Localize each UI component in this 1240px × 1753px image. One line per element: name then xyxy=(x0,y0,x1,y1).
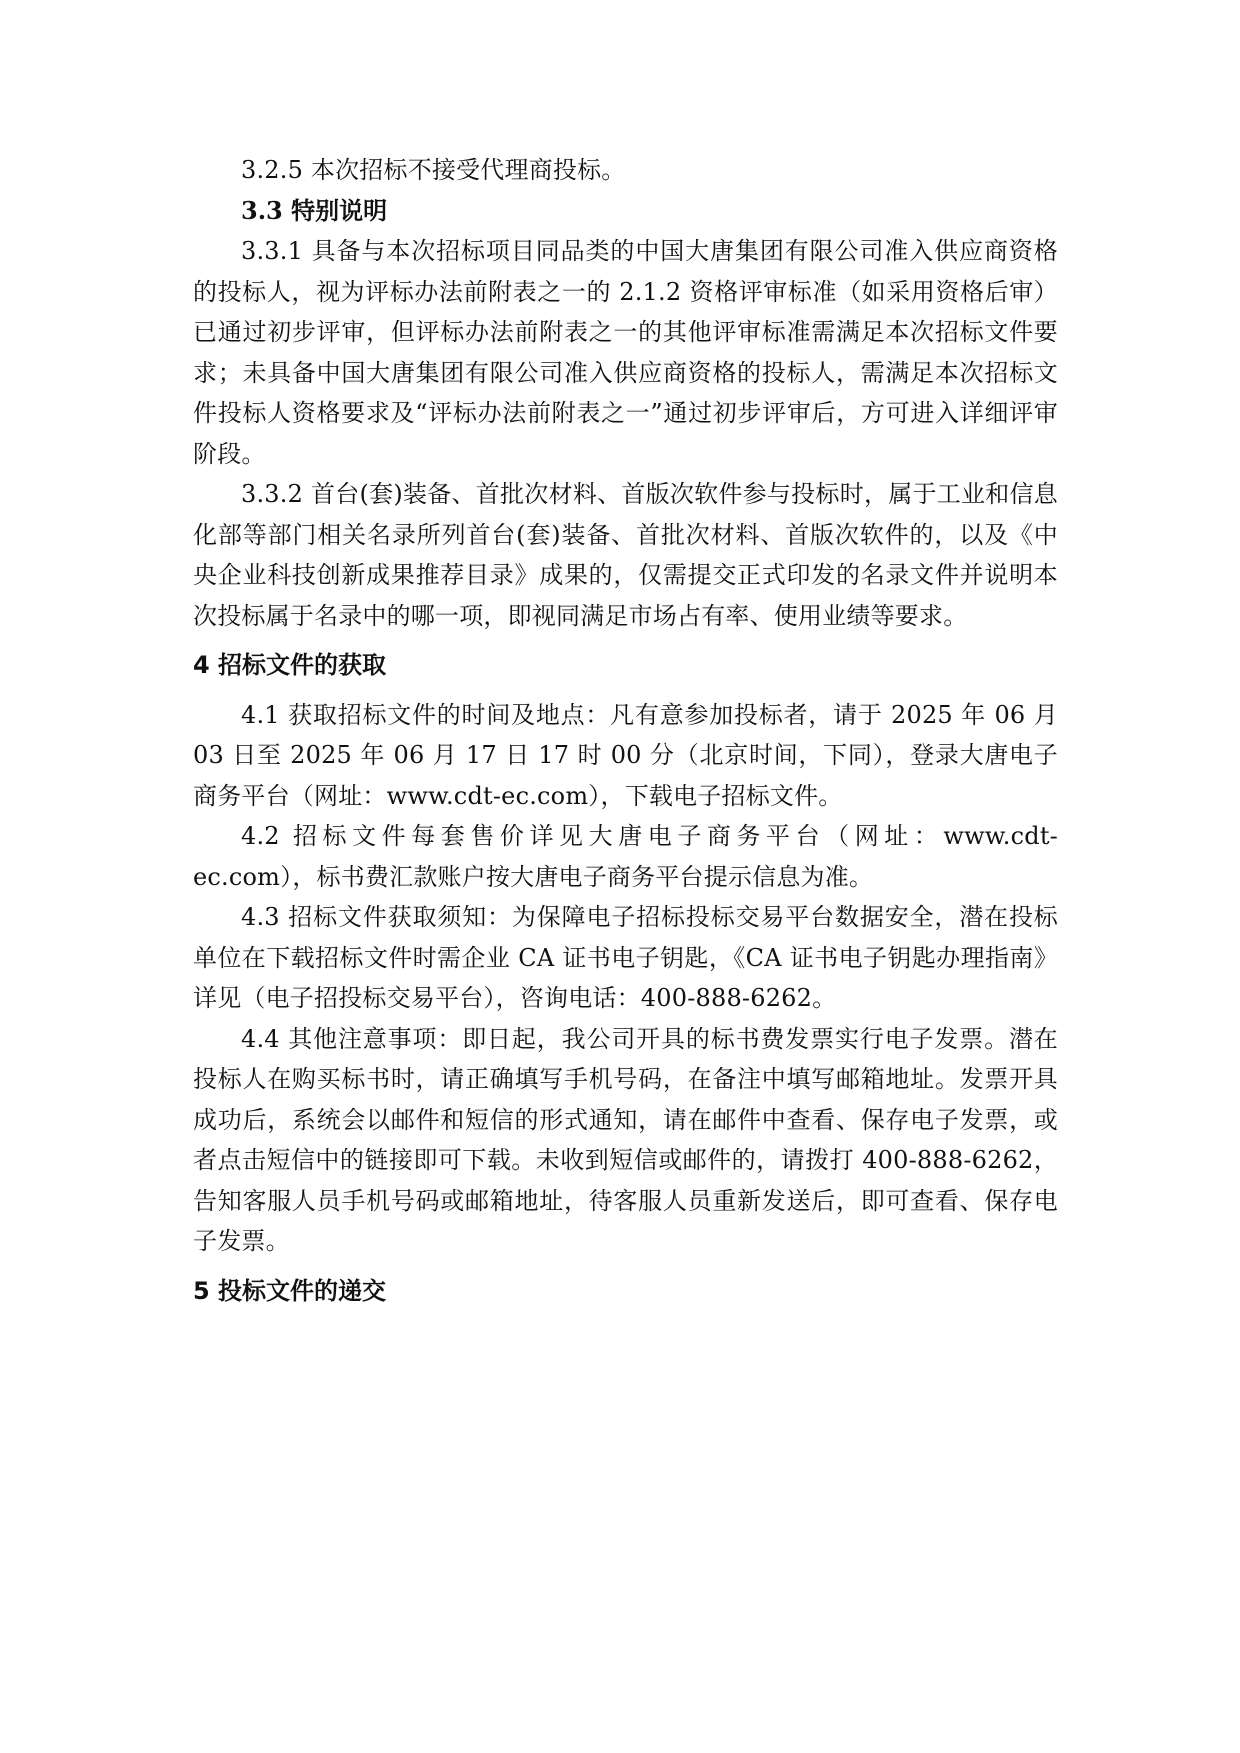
document-page xyxy=(193,150,1058,1311)
heading-section-5: 5 投标文件的递交 xyxy=(193,1276,387,1305)
heading-section-4: 4 招标文件的获取 xyxy=(193,651,387,679)
paragraph-4-3: 4.3 招标文件获取须知：为保障电子招标投标交易平台数据安全，潜在投标单位在下载招标文件时需企业 CA 证书电子钥匙，《CA 证书电子钥匙办理指南》详见（电子招投标交易平台），咨询电话：400-888-6262。 xyxy=(193,903,1058,1012)
paragraph-4-4: 4.4 其他注意事项：即日起，我公司开具的标书费发票实行电子发票。潜在投标人在购买标书时，请正确填写手机号码，在备注中填写邮箱地址。发票开具成功后，系统会以邮件和短信的形式通知，请在邮件中查看、保存电子发票，或者点击短信中的链接即可下载。未收到短信或邮件的，请拨打 400-888-6262，告知客服人员手机号码或邮箱地址，待客服人员重新发送后，即可查看、保存电子发票。 xyxy=(193,1024,1058,1255)
paragraph-4-1: 4.1 获取招标文件的时间及地点：凡有意参加投标者，请于 2025 年 06 月 03 日至 2025 年 06 月 17 日 17 时 00 分（北京时间，下同），登录大唐电子商务平台（网址：www.cdt-ec.com），下载电子招标文件。 xyxy=(193,700,1058,810)
paragraph-3-3-1: 3.3.1 具备与本次招标项目同品类的中国大唐集团有限公司准入供应商资格的投标人，视为评标办法前附表之一的 2.1.2 资格评审标准（如采用资格后审）已通过初步评审，但评标办法前附表之一的其他评审标准需满足本次招标文件要求；未具备中国大唐集团有限公司准入供应商资格的投标人，需满足本次招标文件投标人资格要求及“评标办法前附表之一”通过初步评审后，方可进入详细评审阶段。 xyxy=(193,237,1058,468)
paragraph-4-2: 4.2 招标文件每套售价详见大唐电子商务平台（网址：www.cdt-ec.com），标书费汇款账户按大唐电子商务平台提示信息为准。 xyxy=(193,822,1058,891)
paragraph-3-2-5: 3.2.5 本次招标不接受代理商投标。 xyxy=(241,156,626,184)
subheading-3-3: 3.3 特别说明 xyxy=(241,195,388,225)
paragraph-3-3-2: 3.3.2 首台(套)装备、首批次材料、首版次软件参与投标时，属于工业和信息化部等部门相关名录所列首台(套)装备、首批次材料、首版次软件的，以及《中央企业科技创新成果推荐目录》成果的，仅需提交正式印发的名录文件并说明本次投标属于名录中的哪一项，即视同满足市场占有率、使用业绩等要求。 xyxy=(193,480,1058,630)
